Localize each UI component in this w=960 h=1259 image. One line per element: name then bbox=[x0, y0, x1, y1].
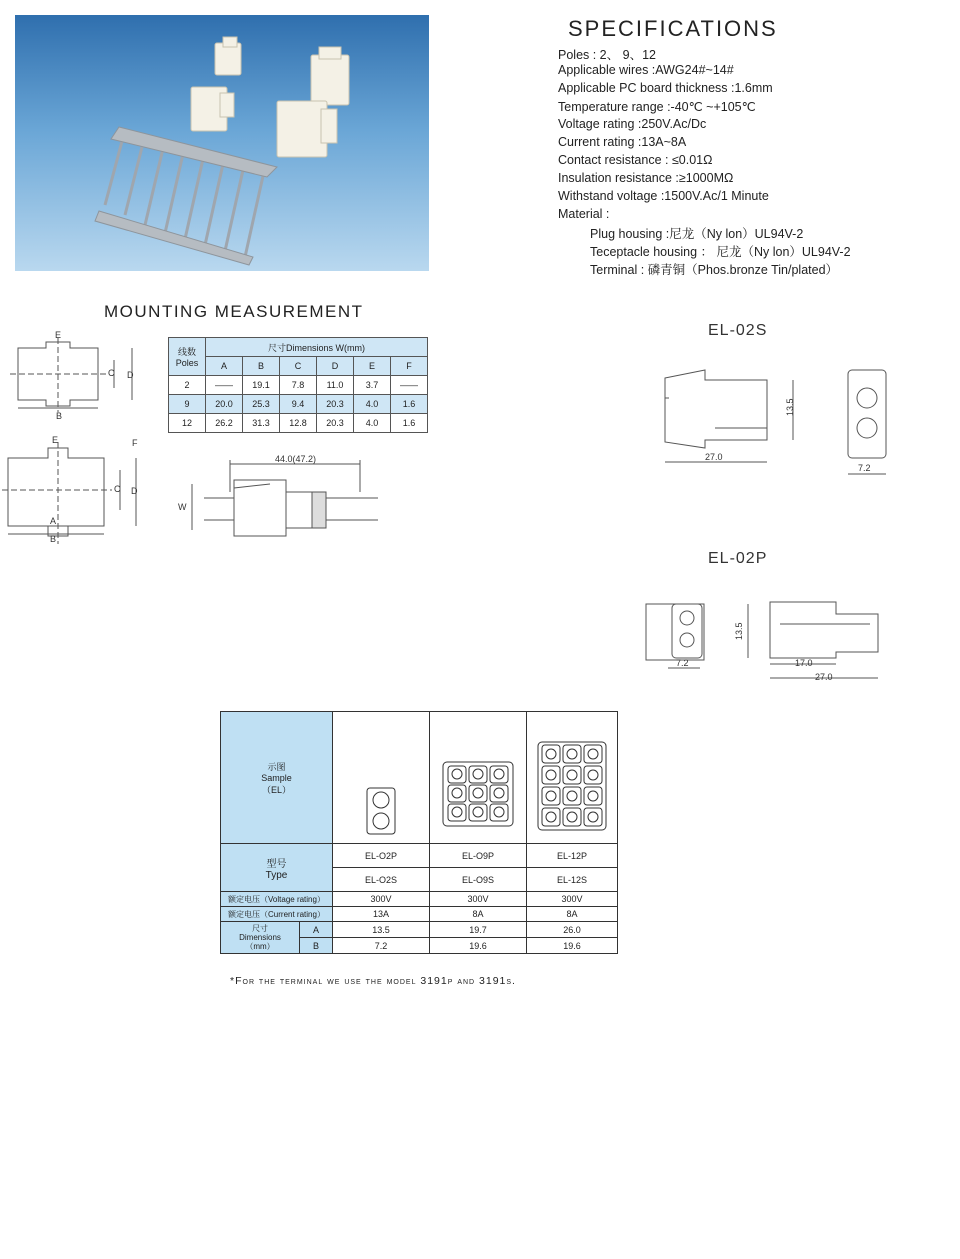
col-e: E bbox=[354, 357, 391, 376]
label-b-top: B bbox=[56, 411, 63, 421]
el-02p-title: EL-02P bbox=[708, 550, 768, 567]
el-02s-height: 13.5 bbox=[785, 398, 795, 416]
el-02p-diagram bbox=[640, 594, 890, 690]
type-p: EL-O2P bbox=[333, 844, 430, 868]
type-header: 型号 Type bbox=[221, 844, 333, 892]
cell: 3.7 bbox=[354, 376, 391, 395]
el-02p-inner: 17.0 bbox=[795, 658, 813, 668]
cell: 4.0 bbox=[354, 414, 391, 433]
dimensions-table bbox=[168, 337, 428, 433]
col-a: A bbox=[206, 357, 243, 376]
dim-a-value: 19.7 bbox=[430, 922, 527, 938]
label-c-bottom: C bbox=[114, 484, 121, 494]
spec-row-material: Material : bbox=[558, 207, 610, 221]
cell: 1.6 bbox=[391, 395, 428, 414]
label-e-top: E bbox=[55, 330, 62, 340]
voltage-value: 300V bbox=[333, 892, 430, 907]
voltage-header: 额定电压（Voltage rating） bbox=[221, 892, 333, 907]
cell: 25.3 bbox=[243, 395, 280, 414]
cell: 20.0 bbox=[206, 395, 243, 414]
cell: 4.0 bbox=[354, 395, 391, 414]
spec-row-poles: Poles : 2、 9、12 bbox=[558, 48, 656, 62]
dim-b-value: 19.6 bbox=[430, 938, 527, 954]
el-02s-length: 27.0 bbox=[705, 452, 723, 462]
connector-length-diagram bbox=[170, 452, 410, 552]
cell: —— bbox=[206, 376, 243, 395]
sample-header: 示图 Sample （EL） bbox=[221, 712, 333, 844]
spec-row-insulation: Insulation resistance :≥1000MΩ bbox=[558, 171, 734, 185]
label-b-bottom: B bbox=[50, 534, 57, 544]
dimensions-header: 尺寸Dimensions W(mm) bbox=[206, 338, 428, 357]
el-02p-length: 27.0 bbox=[815, 672, 833, 682]
dim-b-value: 19.6 bbox=[527, 938, 618, 954]
col-c: C bbox=[280, 357, 317, 376]
product-photo bbox=[15, 15, 429, 271]
spec-row-pcb: Applicable PC board thickness :1.6mm bbox=[558, 81, 773, 95]
el-02p-height: 13.5 bbox=[734, 622, 744, 640]
cell: 19.1 bbox=[243, 376, 280, 395]
cell: 9.4 bbox=[280, 395, 317, 414]
poles-header: 线数 Poles bbox=[169, 338, 206, 376]
spec-row-contact: Contact resistance : ≤0.01Ω bbox=[558, 153, 713, 167]
label-w: W bbox=[178, 502, 187, 512]
spec-row-plug-housing: Plug housing :尼龙（Ny lon）UL94V-2 bbox=[590, 227, 804, 241]
spec-row-current: Current rating :13A~8A bbox=[558, 135, 687, 149]
cell: 9 bbox=[169, 395, 206, 414]
type-p: EL-12P bbox=[527, 844, 618, 868]
dim-a-value: 13.5 bbox=[333, 922, 430, 938]
type-s: EL-O9S bbox=[430, 868, 527, 892]
cell: 2 bbox=[169, 376, 206, 395]
label-d-bottom: D bbox=[131, 486, 138, 496]
table-row bbox=[169, 414, 428, 433]
specifications-title: SPECIFICATIONS bbox=[568, 16, 778, 41]
dim-b-value: 7.2 bbox=[333, 938, 430, 954]
mounting-title: MOUNTING MEASUREMENT bbox=[104, 302, 364, 321]
col-f: F bbox=[391, 357, 428, 376]
dim-a-label: A bbox=[300, 922, 333, 938]
cell: 12 bbox=[169, 414, 206, 433]
type-s: EL-12S bbox=[527, 868, 618, 892]
sample-el-12 bbox=[527, 712, 618, 844]
type-p: EL-O9P bbox=[430, 844, 527, 868]
cell: —— bbox=[391, 376, 428, 395]
cell: 31.3 bbox=[243, 414, 280, 433]
spec-row-terminal: Terminal : 磷青铜（Phos.bronze Tin/plated） bbox=[590, 263, 839, 277]
label-c-top: C bbox=[108, 368, 115, 378]
sample-el-02 bbox=[333, 712, 430, 844]
type-s: EL-O2S bbox=[333, 868, 430, 892]
sample-12-pole-icon bbox=[537, 741, 607, 831]
current-header: 额定电压（Current rating） bbox=[221, 907, 333, 922]
dimensions-header: 尺寸 Dimensions （mm） bbox=[221, 922, 300, 954]
label-e-bottom: E bbox=[52, 435, 59, 445]
label-d-top: D bbox=[127, 370, 134, 380]
voltage-value: 300V bbox=[527, 892, 618, 907]
label-a-bottom: A bbox=[50, 516, 57, 526]
spec-row-withstand: Withstand voltage :1500V.Ac/1 Minute bbox=[558, 189, 769, 203]
spec-row-voltage: Voltage rating :250V.Ac/Dc bbox=[558, 117, 707, 131]
el-02s-diagram bbox=[655, 356, 905, 480]
voltage-value: 300V bbox=[430, 892, 527, 907]
label-f-bottom: F bbox=[132, 438, 138, 448]
cell: 11.0 bbox=[317, 376, 354, 395]
el-02s-width: 7.2 bbox=[858, 463, 871, 473]
current-value: 8A bbox=[527, 907, 618, 922]
cell: 12.8 bbox=[280, 414, 317, 433]
col-d: D bbox=[317, 357, 354, 376]
sample-el-09 bbox=[430, 712, 527, 844]
spec-row-wires: Applicable wires :AWG24#~14# bbox=[558, 63, 734, 77]
col-b: B bbox=[243, 357, 280, 376]
cell: 20.3 bbox=[317, 395, 354, 414]
label-length: 44.0(47.2) bbox=[275, 454, 317, 464]
current-value: 13A bbox=[333, 907, 430, 922]
mounting-diagram bbox=[0, 330, 170, 550]
dim-a-value: 26.0 bbox=[527, 922, 618, 938]
current-value: 8A bbox=[430, 907, 527, 922]
spec-row-receptacle-housing: Teceptacle housing ： 尼龙（Ny lon）UL94V-2 bbox=[590, 245, 851, 259]
cell: 20.3 bbox=[317, 414, 354, 433]
el-02s-title: EL-02S bbox=[708, 322, 768, 339]
sample-table bbox=[220, 711, 618, 954]
el-02p-width: 7.2 bbox=[676, 658, 689, 668]
sample-2-pole-icon bbox=[366, 787, 396, 835]
spec-row-temperature: Temperature range :-40℃ ~+105℃ bbox=[558, 100, 756, 114]
dim-b-label: B bbox=[300, 938, 333, 954]
cell: 7.8 bbox=[280, 376, 317, 395]
footnote: *For the terminal we use the model 3191p and 3191s. bbox=[230, 975, 516, 987]
table-row bbox=[169, 376, 428, 395]
cell: 1.6 bbox=[391, 414, 428, 433]
sample-9-pole-icon bbox=[442, 761, 514, 827]
table-row bbox=[169, 395, 428, 414]
cell: 26.2 bbox=[206, 414, 243, 433]
